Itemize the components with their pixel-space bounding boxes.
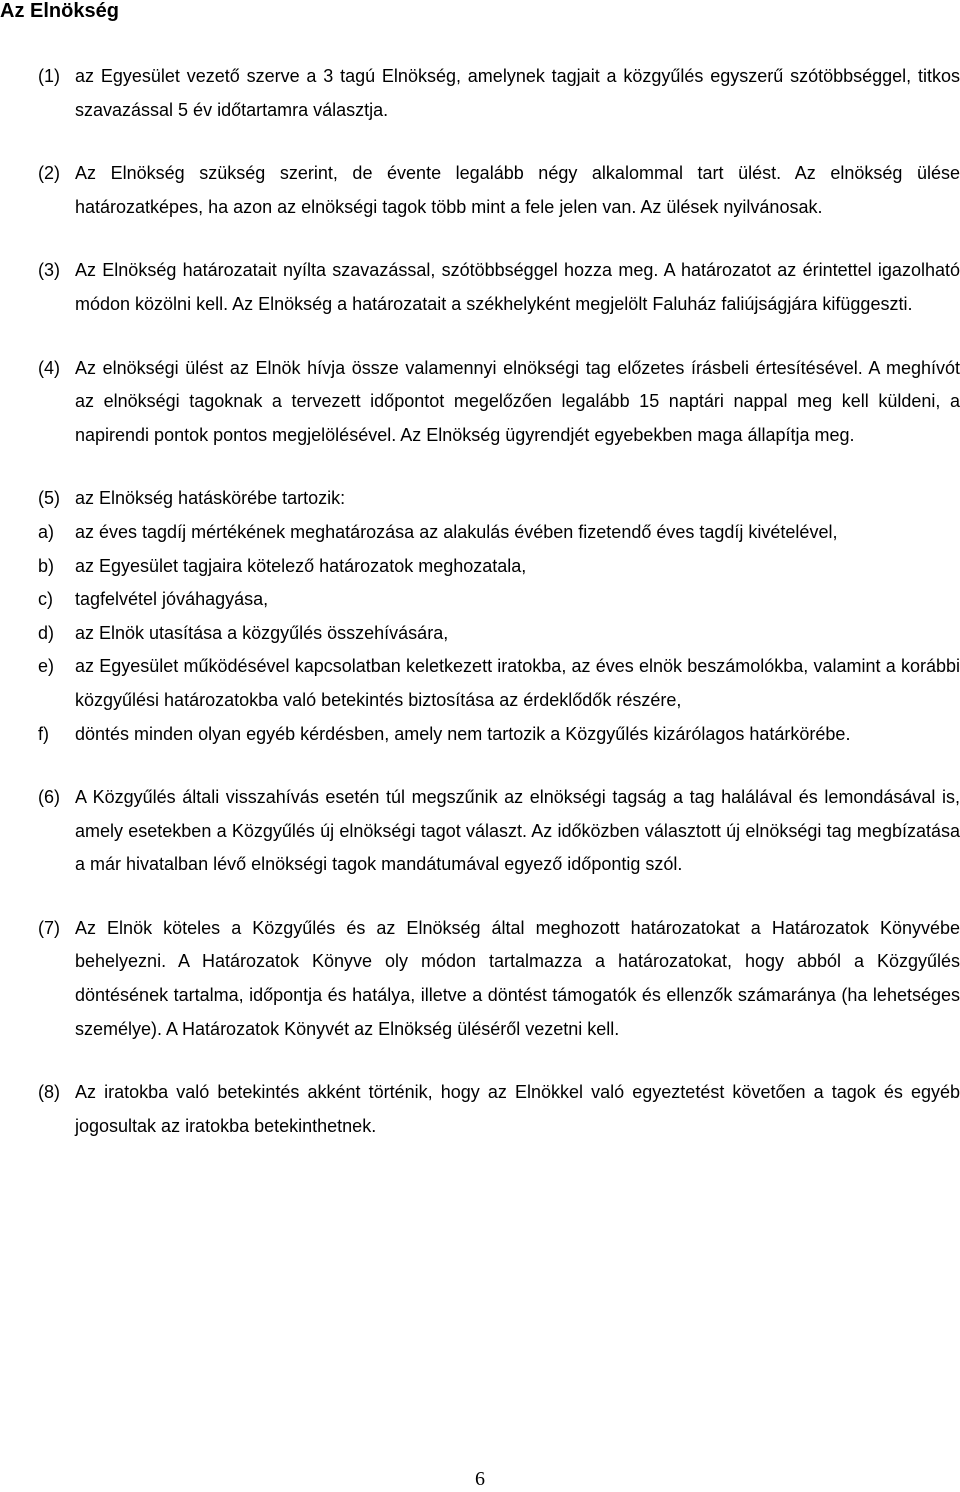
list-item-text: az Elnök utasítása a közgyűlés összehívására,: [75, 622, 449, 643]
paragraph-5: [38, 482, 960, 516]
list-item-a: [38, 516, 960, 550]
paragraph-7: [38, 912, 960, 1046]
paragraph-number: (6): [38, 787, 60, 808]
paragraph-text: A Közgyűlés általi visszahívás esetén túl megszűnik az elnökségi tagság a tag halálával és lemondásával is, amely esetekben a Közgyűlés új elnökségi tagot választ. Az időközben választott új elnökségi tag megbízatása a már hivatalban lévő elnökségi tagok mandátumával egyező időpontig szól.: [75, 787, 960, 875]
document-body: [38, 60, 960, 1143]
list-item-text: tagfelvétel jóváhagyása,: [75, 589, 269, 610]
list-item-c: [38, 583, 960, 617]
page-number: 6: [475, 1468, 485, 1490]
paragraph-number: (3): [38, 260, 60, 281]
list-item-label: f): [38, 723, 49, 744]
list-item-text: az Egyesület tagjaira kötelező határozatok meghozatala,: [75, 555, 527, 576]
list-item-label: c): [38, 589, 53, 610]
paragraph-text: Az Elnökség szükség szerint, de évente legalább négy alkalommal tart ülést. Az elnökség ülése határozatképes, ha azon az elnökségi tagok több mint a fele jelen van. Az ülések nyilvánosak.: [75, 163, 960, 217]
paragraph-number: (1): [38, 66, 60, 86]
paragraph-text: Az Elnök köteles a Közgyűlés és az Elnökség által meghozott határozatokat a Határozatok Könyvébe behelyezni. A Határozatok Könyve oly módon tartalmazza a határozatokat, hogy abból a Közgyűlés döntésének tartalma, időpontja és hatálya, illetve a döntést támogatók és ellenzők számaránya (ha lehetséges személye). A Határozatok Könyvét az Elnökség üléséről vezetni kell.: [75, 917, 960, 1039]
list-item-text: az éves tagdíj mértékének meghatározása az alakulás évében fizetendő éves tagdíj kivételével,: [75, 521, 838, 542]
list-item-e: [38, 650, 960, 717]
paragraph-text: Az elnökségi ülést az Elnök hívja össze valamennyi elnökségi tag előzetes írásbeli értesítésével. A meghívót az elnökségi tagoknak a tervezett időpontot megelőzően legalább 15 naptári nappal meg kell küldeni, a napirendi pontok pontos megjelölésével. Az Elnökség ügyrendjét egyebekben maga állapítja meg.: [75, 357, 960, 445]
paragraph-4: [38, 352, 960, 453]
paragraph-number: (5): [38, 488, 60, 509]
paragraph-3: [38, 254, 960, 321]
list-item-text: döntés minden olyan egyéb kérdésben, amely nem tartozik a Közgyűlés kizárólagos határkörébe.: [75, 723, 851, 744]
list-item-label: b): [38, 555, 55, 576]
paragraph-2: [38, 157, 960, 224]
list-item-text: az Egyesület működésével kapcsolatban keletkezett iratokba, az éves elnök beszámolókba, valamint a korábbi közgyűlési határozatokba való betekintés biztosítása az érdeklődők részére,: [75, 656, 960, 710]
paragraph-text: Az iratokba való betekintés akként történik, hogy az Elnökkel való egyeztetést követően a tagok és egyéb jogosultak az iratokba betekinthetnek.: [75, 1082, 960, 1136]
paragraph-6: [38, 781, 960, 882]
paragraph-number: (4): [38, 357, 60, 378]
paragraph-lead: az Elnökség hatáskörébe tartozik:: [75, 488, 346, 509]
list-item-label: a): [38, 521, 55, 542]
list-item-label: e): [38, 656, 55, 677]
paragraph-8: [38, 1076, 960, 1143]
paragraph-text: az Egyesület vezető szerve a 3 tagú Elnökség, amelynek tagjait a közgyűlés egyszerű szótöbbséggel, titkos szavazással 5 év időtartamra választja.: [75, 66, 960, 120]
list-item-b: [38, 550, 960, 584]
list-item-label: d): [38, 622, 55, 643]
list-item-d: [38, 617, 960, 651]
paragraph-number: (2): [38, 163, 60, 184]
paragraph-number: (7): [38, 917, 60, 938]
paragraph-number: (8): [38, 1082, 60, 1103]
paragraph-1: [38, 60, 960, 127]
paragraph-text: Az Elnökség határozatait nyílta szavazással, szótöbbséggel hozza meg. A határozatot az érintettel igazolható módon közölni kell. Az Elnökség a határozatait a székhelyként megjelölt Faluház faliújságjára kifüggeszti.: [75, 260, 960, 314]
section-heading: Az Elnökség: [0, 0, 119, 22]
list-item-f: [38, 718, 960, 752]
